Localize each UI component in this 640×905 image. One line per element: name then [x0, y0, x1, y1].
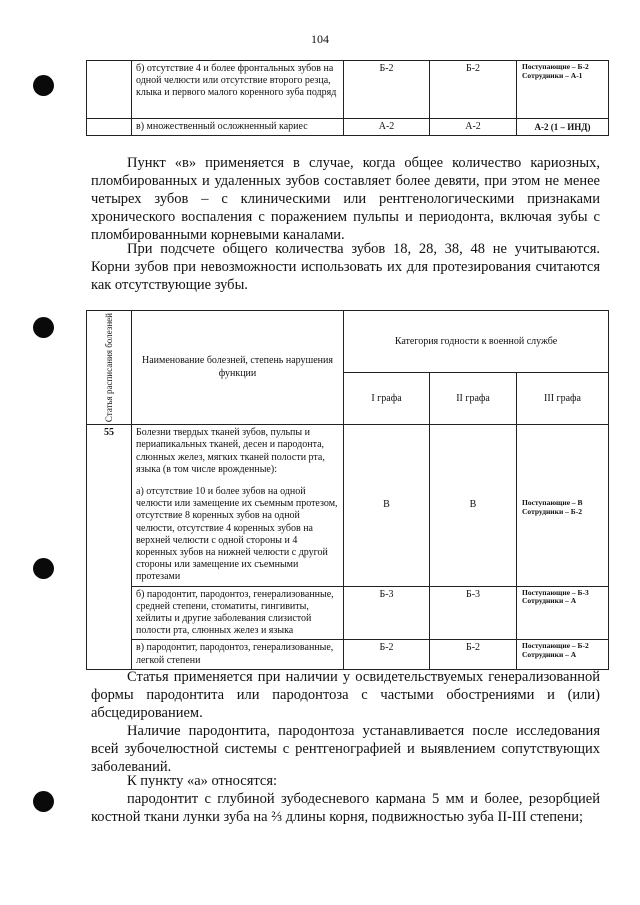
table-row: [87, 425, 609, 586]
category-col2: Б-3: [430, 586, 517, 640]
paragraph-clause-a-heading: К пункту «а» относятся:: [127, 773, 278, 789]
category-col3: А-2 (1 – ИНД): [517, 119, 609, 136]
paragraph-clause-a-criteria: пародонтит с глубиной зубодесневого кармана 5 мм и более, резорбцией костной ткани лунки зуба на ⅔ длины корня, подвижностью зуба II-III степени;: [91, 791, 600, 825]
table-header-row: [87, 311, 609, 373]
category-col3: [517, 586, 609, 640]
header-col1: I графа: [344, 373, 430, 425]
table-row: [87, 586, 609, 640]
category-col3-line2: Сотрудники – А: [522, 596, 577, 606]
disease-description: в) множественный осложненный кариес: [132, 119, 344, 136]
header-col2: II графа: [430, 373, 517, 425]
category-col3-line1: Поступающие – Б-2: [522, 641, 589, 651]
binder-hole-2: [33, 317, 54, 338]
category-col3-line2: Сотрудники – А: [522, 649, 577, 659]
article-number: 55: [87, 425, 132, 670]
category-col3: [517, 640, 609, 669]
header-col3: III графа: [517, 373, 609, 425]
table-row: [87, 119, 609, 136]
category-col3-line1: Поступающие – Б-2: [522, 62, 589, 71]
category-col3: [517, 425, 609, 586]
paragraph-diagnosis: Наличие пародонтита, пародонтоза устанавливается после исследования всей зубочелюстной системы с рентгенографией и выявлением сопутствующих заболеваний.: [91, 723, 600, 775]
category-col2: Б-2: [430, 640, 517, 669]
clause-a: а) отсутствие 10 и более зубов на одной челюсти или замещение их съемным протезом, отсутствие 8 коренных зубов на одной челюсти, отсутствие 4 коренных зубов на верхней челюсти с одной стороны и 4 коренных зубов на нижней челюсти с другой стороны или замещение их съемными протезами: [136, 485, 338, 583]
category-col3-line2: Сотрудники – Б-2: [522, 506, 582, 516]
paragraph-tooth-count: При подсчете общего количества зубов 18, 28, 38, 48 не учитываются. Корни зубов при невозможности использовать их для протезирования считаются как отсутствующие зубы.: [91, 241, 600, 293]
category-col1: А-2: [344, 119, 430, 136]
disease-description: б) пародонтит, пародонтоз, генерализованные, средней степени, стоматиты, гингивиты, хейлиты и другие заболевания слизистой полости рта, слюнных желез и языка: [132, 586, 344, 640]
binder-hole-3: [33, 558, 54, 579]
disease-description: [132, 425, 344, 586]
header-category: Категория годности к военной службе: [344, 311, 609, 373]
category-col2: Б-2: [430, 61, 517, 119]
table-row: [87, 61, 609, 119]
paragraph-article-applies: Статья применяется при наличии у освидетельствуемых генерализованной формы пародонтита или пародонтоза с частыми обострениями и (или) абсцедированием.: [91, 669, 600, 721]
category-col3-line1: Поступающие – В: [522, 498, 583, 508]
category-col1: В: [344, 425, 430, 586]
category-col3-line2: Сотрудники – А-1: [522, 70, 583, 80]
category-col3-line1: Поступающие – Б-3: [522, 587, 589, 597]
binder-hole-4: [33, 791, 54, 812]
header-disease: Наименование болезней, степень нарушения функции: [132, 311, 344, 425]
table-row: [87, 640, 609, 669]
category-col1: Б-2: [344, 640, 430, 669]
table-continuation: [86, 60, 609, 136]
category-col1: Б-3: [344, 586, 430, 640]
header-article: [87, 311, 132, 425]
binder-hole-1: [33, 75, 54, 96]
table-article-55: [86, 310, 609, 670]
article-cell: [87, 61, 132, 119]
category-col3: [517, 61, 609, 119]
disease-description: б) отсутствие 4 и более фронтальных зубов на одной челюсти или отсутствие второго резца, клыка и первого малого коренного зуба подряд: [132, 61, 344, 119]
paragraph-clause-v: Пункт «в» применяется в случае, когда общее количество кариозных, пломбированных и удаленных зубов составляет более девяти, при этом не менее четырех зубов – с клиническими или рентгенологическими признаками хронического воспаления с поражением пульпы и периодонта, включая зубы с пломбированными корневыми каналами.: [91, 155, 600, 243]
category-col1: Б-2: [344, 61, 430, 119]
disease-description: в) пародонтит, пародонтоз, генерализованные, легкой степени: [132, 640, 344, 669]
header-article-label: Статья расписания болезней: [104, 313, 114, 423]
page-number: 104: [311, 32, 329, 46]
category-col2: А-2: [430, 119, 517, 136]
article-intro: Болезни твердых тканей зубов, пульпы и периапикальных тканей, десен и пародонта, слюнных желез, мягких тканей полости рта, языка (в том числе врожденные):: [136, 427, 325, 475]
article-cell: [87, 119, 132, 136]
category-col2: В: [430, 425, 517, 586]
